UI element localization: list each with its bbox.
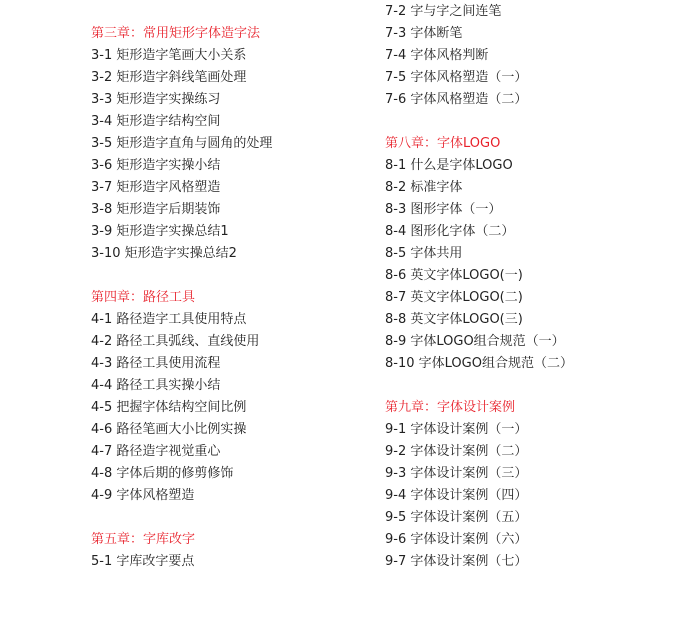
toc-item: 3-2 矩形造字斜线笔画处理 <box>91 70 247 85</box>
toc-item: 4-2 路径工具弧线、直线使用 <box>91 334 260 349</box>
toc-item: 3-9 矩形造字实操总结1 <box>91 224 229 239</box>
toc-item: 9-1 字体设计案例（一） <box>385 422 528 437</box>
toc-item: 4-9 字体风格塑造 <box>91 488 195 503</box>
toc-item: 8-8 英文字体LOGO(三) <box>385 312 523 327</box>
toc-item: 3-3 矩形造字实操练习 <box>91 92 221 107</box>
toc-item: 3-7 矩形造字风格塑造 <box>91 180 221 195</box>
toc-item: 4-6 路径笔画大小比例实操 <box>91 422 247 437</box>
toc-item: 7-3 字体断笔 <box>385 26 463 41</box>
chapter-heading: 第三章：常用矩形字体造字法 <box>91 26 261 41</box>
toc-item: 8-1 什么是字体LOGO <box>385 158 513 173</box>
chapter-heading: 第五章：字库改字 <box>91 532 196 547</box>
toc-item: 3-1 矩形造字笔画大小关系 <box>91 48 247 63</box>
toc-item: 8-7 英文字体LOGO(二) <box>385 290 523 305</box>
toc-item: 3-5 矩形造字直角与圆角的处理 <box>91 136 273 151</box>
toc-item: 3-8 矩形造字后期装饰 <box>91 202 221 217</box>
toc-item: 3-6 矩形造字实操小结 <box>91 158 221 173</box>
toc-item: 7-5 字体风格塑造（一） <box>385 70 528 85</box>
toc-item: 5-1 字库改字要点 <box>91 554 195 569</box>
chapter-heading: 第八章：字体LOGO <box>385 136 501 151</box>
toc-item: 4-1 路径造字工具使用特点 <box>91 312 247 327</box>
toc-item: 4-8 字体后期的修剪修饰 <box>91 466 234 481</box>
toc-item: 7-4 字体风格判断 <box>385 48 489 63</box>
toc-item: 9-2 字体设计案例（二） <box>385 444 528 459</box>
toc-item: 7-6 字体风格塑造（二） <box>385 92 528 107</box>
toc-item: 8-10 字体LOGO组合规范（二） <box>385 356 573 371</box>
toc-item: 4-3 路径工具使用流程 <box>91 356 221 371</box>
toc-item: 8-3 图形字体（一） <box>385 202 502 217</box>
toc-item: 9-6 字体设计案例（六） <box>385 532 528 547</box>
chapter-heading: 第四章：路径工具 <box>91 290 196 305</box>
toc-item: 3-4 矩形造字结构空间 <box>91 114 221 129</box>
toc-item: 3-10 矩形造字实操总结2 <box>91 246 237 261</box>
toc-item: 4-5 把握字体结构空间比例 <box>91 400 247 415</box>
toc-item: 4-7 路径造字视觉重心 <box>91 444 221 459</box>
toc-item: 8-6 英文字体LOGO(一) <box>385 268 523 283</box>
toc-item: 9-4 字体设计案例（四） <box>385 488 528 503</box>
toc-item: 9-7 字体设计案例（七） <box>385 554 528 569</box>
toc-item: 4-4 路径工具实操小结 <box>91 378 221 393</box>
toc-item: 8-9 字体LOGO组合规范（一） <box>385 334 565 349</box>
toc-item: 8-4 图形化字体（二） <box>385 224 515 239</box>
toc-item: 9-3 字体设计案例（三） <box>385 466 528 481</box>
toc-item: 8-2 标准字体 <box>385 180 463 195</box>
toc-item: 8-5 字体共用 <box>385 246 463 261</box>
toc-item: 7-2 字与字之间连笔 <box>385 4 502 19</box>
chapter-heading: 第九章：字体设计案例 <box>385 400 516 415</box>
toc-item: 9-5 字体设计案例（五） <box>385 510 528 525</box>
